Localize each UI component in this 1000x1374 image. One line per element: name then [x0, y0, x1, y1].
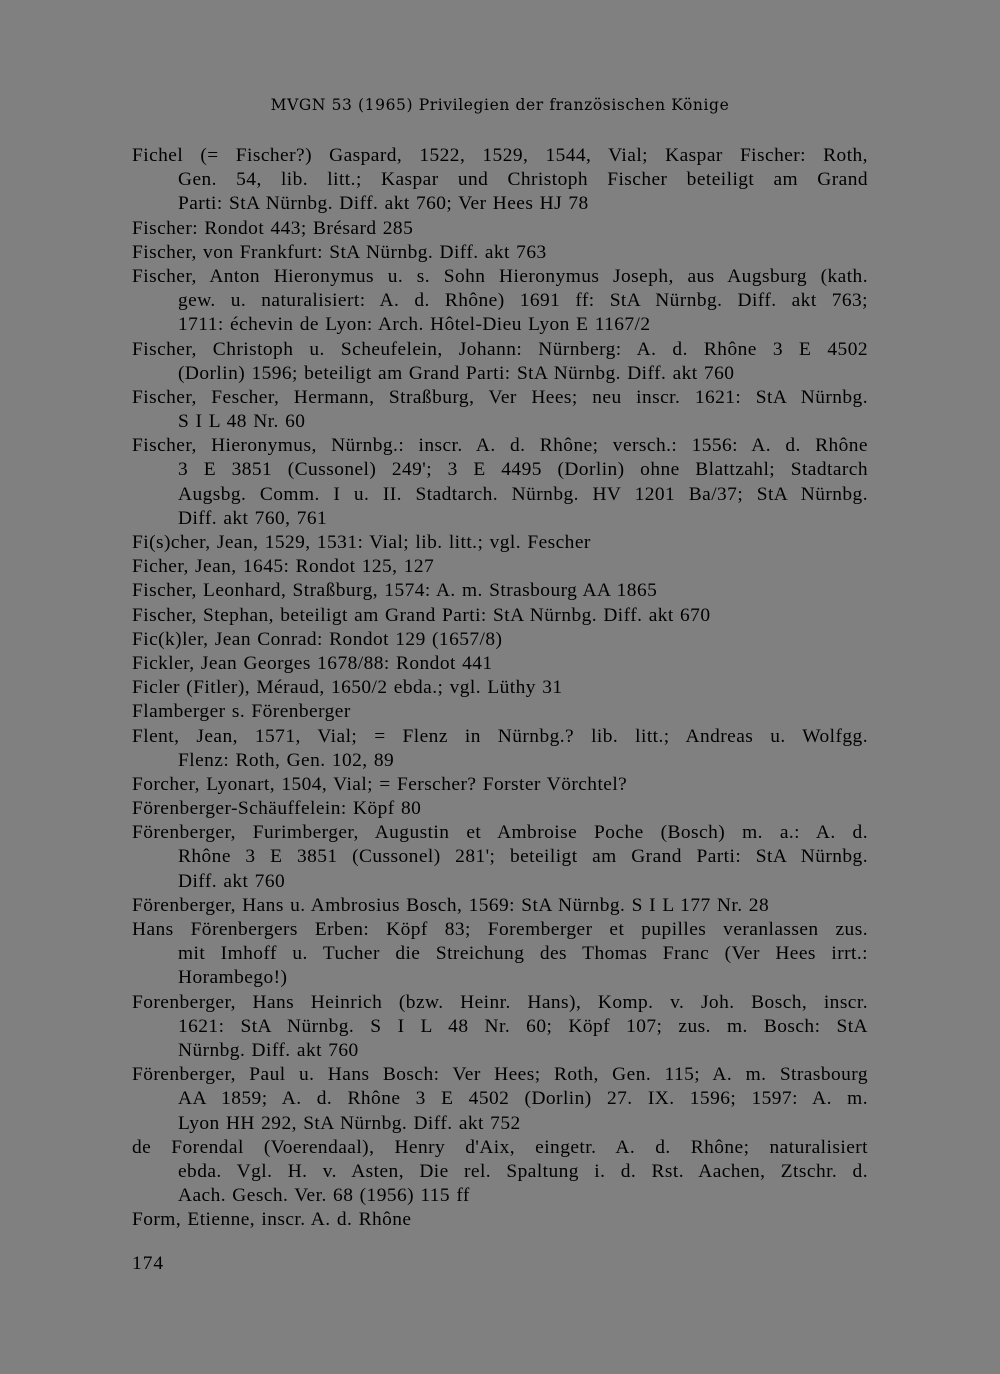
entry-continuation-line: S I L 48 Nr. 60	[178, 411, 306, 433]
entry-headline: Fischer: Rondot 443; Brésard 285	[132, 217, 414, 239]
entry-headline: Forcher, Lyonart, 1504, Vial; = Ferscher? Forster Vörchtel?	[132, 773, 628, 795]
entry-headline: Fischer, Christoph u. Scheufelein, Johann: Nürnberg: A. d. Rhône 3 E 4502	[132, 338, 868, 360]
register-entry	[132, 676, 872, 700]
register-entry	[132, 579, 872, 603]
running-head: MVGN 53 (1965) Privilegien der französischen Könige	[270, 96, 730, 114]
register-entry	[132, 1063, 872, 1136]
entry-headline: Fichel (= Fischer?) Gaspard, 1522, 1529, 1544, Vial; Kaspar Fischer: Roth,	[132, 145, 868, 166]
entry-continuation-line: Parti: StA Nürnbg. Diff. akt 760; Ver Hees HJ 78	[178, 193, 589, 215]
register-entry	[132, 265, 872, 338]
entry-continuation-line: ebda. Vgl. H. v. Asten, Die rel. Spaltung i. d. Rst. Aachen, Ztschr. d.	[178, 1160, 868, 1182]
entry-headline: Flamberger s. Förenberger	[132, 701, 351, 723]
register-entry	[132, 628, 872, 652]
entry-continuation-line: 1711: échevin de Lyon: Arch. Hôtel-Dieu Lyon E 1167/2	[178, 314, 651, 336]
register-entry	[132, 725, 872, 773]
entry-continuation-line: Lyon HH 292, StA Nürnbg. Diff. akt 752	[178, 1112, 521, 1134]
register-entry	[132, 555, 872, 579]
entry-continuation-line: (Dorlin) 1596; beteiligt am Grand Parti: StA Nürnbg. Diff. akt 760	[178, 362, 735, 384]
entry-headline: de Forendal (Voerendaal), Henry d'Aix, eingetr. A. d. Rhône; naturalisiert	[132, 1136, 868, 1158]
register-entry	[132, 338, 872, 386]
entry-headline: Förenberger, Hans u. Ambrosius Bosch, 1569: StA Nürnbg. S I L 177 Nr. 28	[132, 894, 770, 916]
register-entry	[132, 821, 872, 894]
register-entry	[132, 700, 872, 724]
entry-headline: Ficler (Fitler), Méraud, 1650/2 ebda.; vgl. Lüthy 31	[132, 677, 563, 699]
register-entries	[132, 144, 872, 1232]
entry-continuation-line: AA 1859; A. d. Rhône 3 E 4502 (Dorlin) 27. IX. 1596; 1597: A. m.	[178, 1088, 868, 1110]
entry-continuation-line: 1621: StA Nürnbg. S I L 48 Nr. 60; Köpf 107; zus. m. Bosch: StA	[178, 1015, 868, 1037]
register-entry	[132, 217, 872, 241]
entry-continuation-line: Diff. akt 760	[178, 870, 286, 892]
register-entry	[132, 652, 872, 676]
entry-headline: Fic(k)ler, Jean Conrad: Rondot 129 (1657/8)	[132, 628, 503, 650]
entry-headline: Fischer, Leonhard, Straßburg, 1574: A. m. Strasbourg AA 1865	[132, 580, 658, 602]
entry-headline: Fischer, Stephan, beteiligt am Grand Parti: StA Nürnbg. Diff. akt 670	[132, 604, 711, 626]
entry-headline: Fi(s)cher, Jean, 1529, 1531: Vial; lib. litt.; vgl. Fescher	[132, 532, 591, 553]
entry-continuation-line: Augsbg. Comm. I u. II. Stadtarch. Nürnbg. HV 1201 Ba/37; StA Nürnbg.	[178, 483, 868, 505]
entry-continuation-line: Flenz: Roth, Gen. 102, 89	[178, 749, 395, 771]
entry-headline: Hans Förenbergers Erben: Köpf 83; Foremberger et pupilles veranlassen zus.	[132, 919, 868, 940]
register-entry	[132, 434, 872, 531]
register-entry	[132, 144, 872, 217]
entry-headline: Förenberger, Furimberger, Augustin et Ambroise Poche (Bosch) m. a.: A. d.	[132, 822, 868, 844]
entry-headline: Fischer, Hieronymus, Nürnbg.: inscr. A. d. Rhône; versch.: 1556: A. d. Rhône	[132, 435, 868, 457]
entry-continuation-line: Nürnbg. Diff. akt 760	[178, 1039, 359, 1061]
register-entry	[132, 773, 872, 797]
register-entry	[132, 894, 872, 918]
entry-headline: Forenberger, Hans Heinrich (bzw. Heinr. Hans), Komp. v. Joh. Bosch, inscr.	[132, 991, 868, 1013]
entry-continuation-line: Horambego!)	[178, 967, 288, 989]
register-entry	[132, 241, 872, 265]
entry-continuation-line: gew. u. naturalisiert: A. d. Rhône) 1691 ff: StA Nürnbg. Diff. akt 763;	[178, 290, 868, 312]
register-entry	[132, 604, 872, 628]
register-entry	[132, 797, 872, 821]
entry-headline: Form, Etienne, inscr. A. d. Rhône	[132, 1209, 412, 1231]
entry-continuation-line: Rhône 3 E 3851 (Cussonel) 281'; beteiligt am Grand Parti: StA Nürnbg.	[178, 846, 868, 868]
entry-continuation-line: Aach. Gesch. Ver. 68 (1956) 115 ff	[178, 1185, 470, 1207]
entry-headline: Förenberger, Paul u. Hans Bosch: Ver Hees; Roth, Gen. 115; A. m. Strasbourg	[132, 1064, 868, 1086]
entry-continuation-line: 3 E 3851 (Cussonel) 249'; 3 E 4495 (Dorlin) ohne Blattzahl; Stadtarch	[178, 459, 868, 481]
entry-headline: Ficher, Jean, 1645: Rondot 125, 127	[132, 556, 435, 578]
entry-headline: Flent, Jean, 1571, Vial; = Flenz in Nürnbg.? lib. litt.; Andreas u. Wolfgg.	[132, 725, 868, 747]
entry-continuation-line: Diff. akt 760, 761	[178, 507, 328, 529]
register-entry	[132, 991, 872, 1064]
page-number: 174	[132, 1253, 165, 1274]
register-entry	[132, 531, 872, 555]
entry-headline: Fischer, von Frankfurt: StA Nürnbg. Diff. akt 763	[132, 241, 547, 263]
register-entry	[132, 1208, 872, 1232]
entry-continuation-line: mit Imhoff u. Tucher die Streichung des Thomas Franc (Ver Hees irrt.:	[178, 943, 868, 965]
register-entry	[132, 1136, 872, 1209]
entry-headline: Förenberger-Schäuffelein: Köpf 80	[132, 798, 422, 820]
entry-continuation-line: Gen. 54, lib. litt.; Kaspar und Christoph Fischer beteiligt am Grand	[178, 169, 868, 191]
entry-headline: Fickler, Jean Georges 1678/88: Rondot 441	[132, 652, 493, 674]
entry-headline: Fischer, Anton Hieronymus u. s. Sohn Hieronymus Joseph, aus Augsburg (kath.	[132, 265, 868, 287]
register-entry	[132, 918, 872, 991]
entry-headline: Fischer, Fescher, Hermann, Straßburg, Ver Hees; neu inscr. 1621: StA Nürnbg.	[132, 386, 868, 408]
register-entry	[132, 386, 872, 434]
